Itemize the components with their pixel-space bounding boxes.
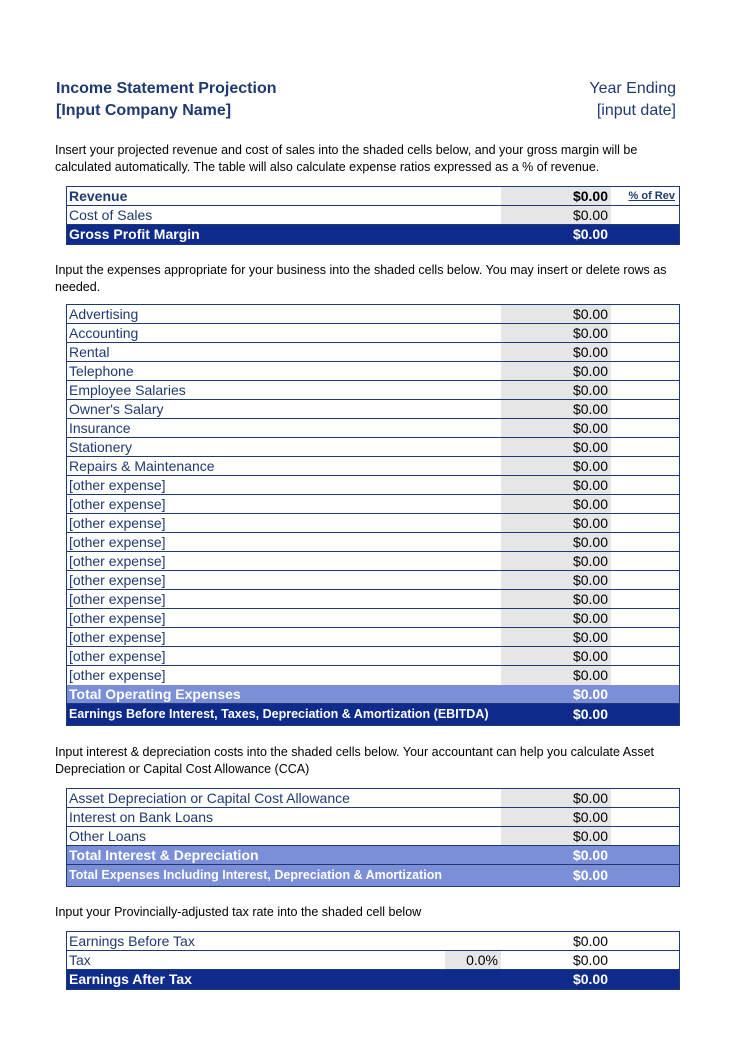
expense-value[interactable]: $0.00 xyxy=(572,477,608,493)
expense-label: [other expense] xyxy=(69,477,166,493)
total-expenses-row xyxy=(67,865,679,886)
interest-row xyxy=(67,827,679,846)
total-operating-expenses-row xyxy=(67,685,679,704)
expense-row xyxy=(67,362,679,381)
expense-row xyxy=(67,438,679,457)
year-ending-label: Year Ending xyxy=(589,80,676,97)
row-label: Earnings After Tax xyxy=(69,971,192,987)
row-label: Total Interest & Depreciation xyxy=(69,847,259,863)
expense-row xyxy=(67,400,679,419)
row-label: Other Loans xyxy=(69,828,147,844)
expense-value[interactable]: $0.00 xyxy=(572,458,608,474)
expenses-text: Input the expenses appropriate for your business into the shaded cells below. You may insert or delete rows as needed. xyxy=(55,263,667,294)
revenue-table xyxy=(66,186,680,245)
expense-label: [other expense] xyxy=(69,553,166,569)
expense-row xyxy=(67,590,679,609)
expense-value[interactable]: $0.00 xyxy=(572,325,608,341)
expense-value[interactable]: $0.00 xyxy=(572,648,608,664)
expense-row xyxy=(67,647,679,666)
expense-label: [other expense] xyxy=(69,534,166,550)
expense-label: [other expense] xyxy=(69,610,166,626)
expense-label: [other expense] xyxy=(69,667,166,683)
interest-row xyxy=(67,808,679,827)
expense-value[interactable]: $0.00 xyxy=(572,515,608,531)
expense-label: Advertising xyxy=(69,306,139,322)
expense-value[interactable]: $0.00 xyxy=(572,363,608,379)
expense-value[interactable]: $0.00 xyxy=(572,382,608,398)
row-label: Interest on Bank Loans xyxy=(69,809,213,825)
expenses-table xyxy=(66,304,680,726)
row-value[interactable]: $0.00 xyxy=(572,790,608,806)
gross-profit-value: $0.00 xyxy=(572,226,608,242)
expense-row xyxy=(67,381,679,400)
row-label: Cost of Sales xyxy=(69,207,153,223)
expense-value[interactable]: $0.00 xyxy=(572,401,608,417)
row-label: Earnings Before Interest, Taxes, Depreciation & Amortization (EBITDA) xyxy=(69,707,489,721)
expense-value[interactable]: $0.00 xyxy=(572,610,608,626)
expense-label: [other expense] xyxy=(69,496,166,512)
expense-row xyxy=(67,514,679,533)
expense-row xyxy=(67,495,679,514)
intro-text: Insert your projected revenue and cost of sales into the shaded cells below, and your gross margin will be calculated automatically. The table will also calculate expense ratios expressed as a % of revenue. xyxy=(55,143,638,174)
page-title: Income Statement Projection xyxy=(56,80,277,97)
expense-row xyxy=(67,476,679,495)
cost-of-sales-row xyxy=(67,206,679,225)
expense-label: Telephone xyxy=(69,363,134,379)
row-value[interactable]: $0.00 xyxy=(572,828,608,844)
tax-rate-input[interactable]: 0.0% xyxy=(466,952,498,968)
expense-label: Stationery xyxy=(69,439,133,455)
expense-label: Rental xyxy=(69,344,110,360)
expense-value[interactable]: $0.00 xyxy=(572,553,608,569)
interest-row xyxy=(67,789,679,808)
expense-label: Owner's Salary xyxy=(69,401,164,417)
expense-row xyxy=(67,533,679,552)
expense-row xyxy=(67,457,679,476)
expense-value[interactable]: $0.00 xyxy=(572,496,608,512)
revenue-row xyxy=(67,187,679,206)
gross-profit-row xyxy=(67,225,679,244)
ebitda-value: $0.00 xyxy=(572,706,608,722)
expense-label: Accounting xyxy=(69,325,139,341)
eat-row xyxy=(67,970,679,989)
expense-value[interactable]: $0.00 xyxy=(572,591,608,607)
expense-label: Insurance xyxy=(69,420,131,436)
revenue-value[interactable]: $0.00 xyxy=(572,188,608,204)
date-input[interactable]: [input date] xyxy=(596,102,676,119)
expense-value[interactable]: $0.00 xyxy=(572,667,608,683)
tax-table xyxy=(66,931,680,990)
expense-value[interactable]: $0.00 xyxy=(572,420,608,436)
row-label: Total Expenses Including Interest, Depreciation & Amortization xyxy=(69,868,442,882)
total-operating-expenses-value: $0.00 xyxy=(572,686,608,702)
expense-row xyxy=(67,609,679,628)
expense-value[interactable]: $0.00 xyxy=(572,572,608,588)
row-label: Asset Depreciation or Capital Cost Allowance xyxy=(69,790,350,806)
expense-label: [other expense] xyxy=(69,629,166,645)
eat-value: $0.00 xyxy=(572,971,608,987)
tax-row xyxy=(67,951,679,970)
ebitda-row xyxy=(67,704,679,725)
row-value[interactable]: $0.00 xyxy=(572,809,608,825)
ebt-row xyxy=(67,932,679,951)
expense-row xyxy=(67,343,679,362)
expense-row xyxy=(67,628,679,647)
expense-value[interactable]: $0.00 xyxy=(572,534,608,550)
total-interest-row xyxy=(67,846,679,865)
tax-value: $0.00 xyxy=(572,952,608,968)
expense-label: [other expense] xyxy=(69,572,166,588)
row-label: Earnings Before Tax xyxy=(69,933,195,949)
expense-label: [other expense] xyxy=(69,515,166,531)
company-name[interactable]: [Input Company Name] xyxy=(56,102,232,119)
expense-row xyxy=(67,571,679,590)
expense-row xyxy=(67,419,679,438)
interest-table xyxy=(66,788,680,887)
row-label: Revenue xyxy=(69,188,128,204)
expense-label: Employee Salaries xyxy=(69,382,186,398)
total-expenses-value: $0.00 xyxy=(572,867,608,883)
expense-row xyxy=(67,666,679,685)
interest-text: Input interest & depreciation costs into the shaded cells below. Your accountant can help you calculate Asset Depreciation or Capital Cost Allowance (CCA) xyxy=(55,745,654,776)
expense-row xyxy=(67,552,679,571)
expense-value[interactable]: $0.00 xyxy=(572,344,608,360)
expense-row xyxy=(67,305,679,324)
pct-of-rev-header: % of Rev xyxy=(628,190,675,202)
row-label: Total Operating Expenses xyxy=(69,686,241,702)
cost-of-sales-value[interactable]: $0.00 xyxy=(572,207,608,223)
row-label: Tax xyxy=(69,952,91,968)
expense-value[interactable]: $0.00 xyxy=(572,306,608,322)
expense-label: Repairs & Maintenance xyxy=(69,458,215,474)
expense-value[interactable]: $0.00 xyxy=(572,629,608,645)
expense-value[interactable]: $0.00 xyxy=(572,439,608,455)
expense-label: [other expense] xyxy=(69,591,166,607)
row-label: Gross Profit Margin xyxy=(69,226,200,242)
expense-label: [other expense] xyxy=(69,648,166,664)
expense-row xyxy=(67,324,679,343)
tax-text: Input your Provincially-adjusted tax rate into the shaded cell below xyxy=(55,905,422,919)
total-interest-value: $0.00 xyxy=(572,847,608,863)
ebt-value: $0.00 xyxy=(572,933,608,949)
